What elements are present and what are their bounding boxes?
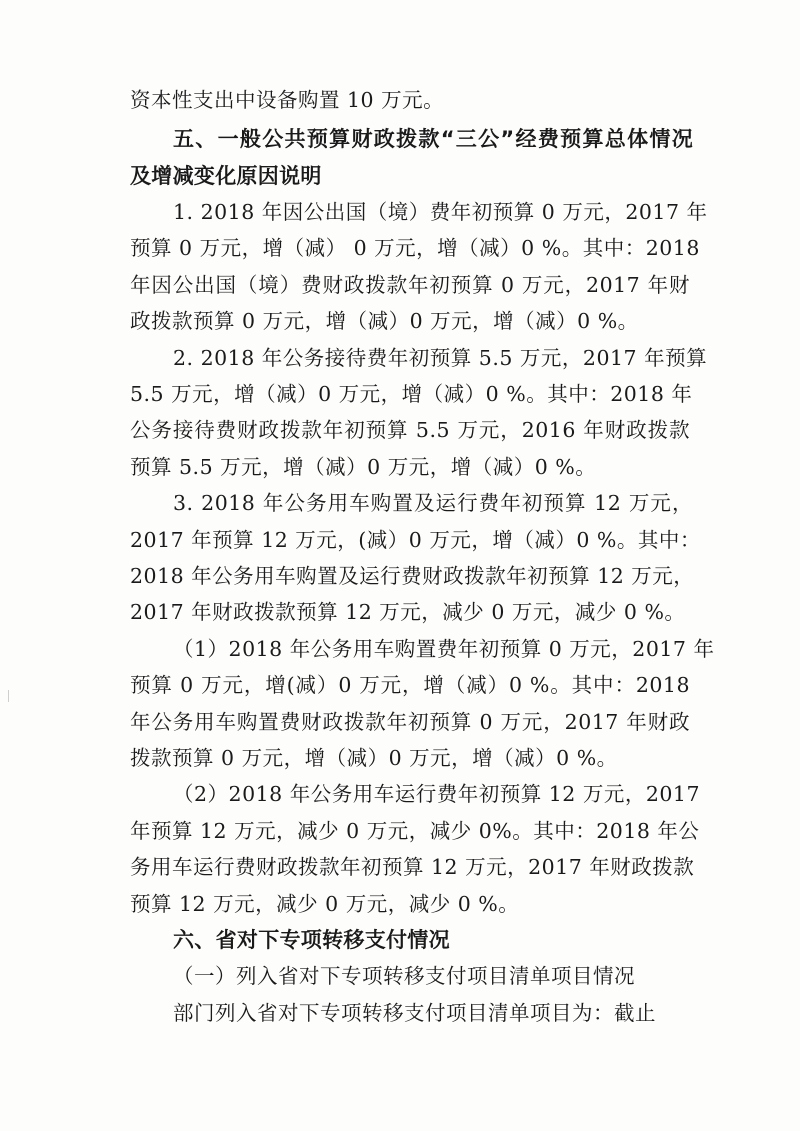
text-line: 务用车运行费财政拨款年初预算 12 万元，2017 年财政拨款 [130,855,695,879]
text-line: 2. 2018 年公务接待费年初预算 5.5 万元，2017 年预算 [173,346,708,370]
text-line: 3. 2018 年公务用车购置及运行费年初预算 12 万元， [173,491,693,515]
text-line: 拨款预算 0 万元，增（减）0 万元，增（减）0 %。 [130,746,618,770]
text-line: 1. 2018 年因公出国（境）费年初预算 0 万元，2017 年 [173,200,708,224]
text-line: 预算 0 万元，增（减） 0 万元，增（减）0 %。其中：2018 [130,236,700,260]
text-line: 政拨款预算 0 万元，增（减）0 万元，增（减）0 %。 [130,309,639,333]
text-line: 预算 12 万元，减少 0 万元，减少 0 %。 [130,892,520,916]
text-line: 公务接待费财政拨款年初预算 5.5 万元，2016 年财政拨款 [130,418,690,442]
section-heading-six: 六、省对下专项转移支付情况 [173,928,450,952]
text-line: 2017 年预算 12 万元，(减）0 万元，增（减）0 %。其中： [130,528,701,552]
text-line: 2018 年公务用车购置及运行费财政拨款年初预算 12 万元， [130,564,695,588]
text-line: 预算 5.5 万元，增（减）0 万元，增（减）0 %。 [130,455,597,479]
scan-margin-mark [8,690,9,702]
text-line: 年因公出国（境）费财政拨款年初预算 0 万元，2017 年财 [130,273,690,297]
text-line: 2017 年财政拨款预算 12 万元，减少 0 万元，减少 0 %。 [130,600,686,624]
text-line: （1）2018 年公务用车购置费年初预算 0 万元，2017 年 [173,637,715,661]
section-heading-five-cont: 及增减变化原因说明 [130,164,322,188]
text-line: （2）2018 年公务用车运行费年初预算 12 万元，2017 [173,782,701,806]
section-heading-five: 五、一般公共预算财政拨款“三公”经费预算总体情况 [173,127,693,151]
text-line: 部门列入省对下专项转移支付项目清单项目为：截止 [173,1001,656,1025]
text-line: 年预算 12 万元，减少 0 万元，减少 0%。其中：2018 年公 [130,819,700,843]
text-line: 预算 0 万元，增(减）0 万元，增（减）0 %。其中：2018 [130,673,690,697]
subsection-heading: （一）列入省对下专项转移支付项目清单项目情况 [173,964,635,988]
text-line: 5.5 万元，增（减）0 万元，增（减）0 %。其中：2018 年 [130,382,693,406]
text-line-capital-expenditure: 资本性支出中设备购置 10 万元。 [130,88,445,112]
text-line: 年公务用车购置费财政拨款年初预算 0 万元，2017 年财政 [130,710,690,734]
